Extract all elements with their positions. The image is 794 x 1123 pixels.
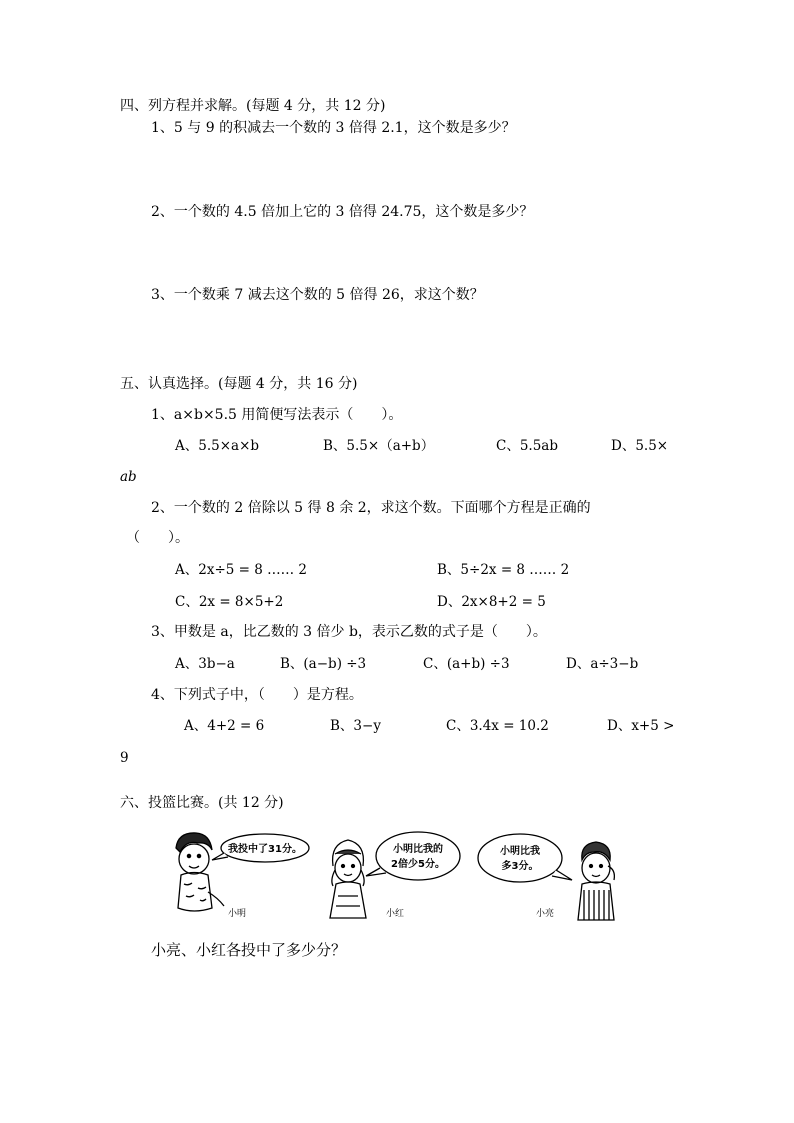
section4-question-1: 1、5 与 9 的积减去一个数的 3 倍得 2.1，这个数是多少？ xyxy=(151,120,516,136)
section5-q1-option-b: B、5.5×（a+b） xyxy=(323,438,435,454)
name-xiaoming: 小明 xyxy=(228,909,247,919)
section5-q1-option-d: D、5.5× xyxy=(611,438,669,454)
speech-bubble-xiaoliang xyxy=(478,834,572,882)
bubble-xiaohong-line2: 2倍少5分。 xyxy=(391,859,445,870)
section5-title: 五、认真选择。(每题 4 分，共 16 分) xyxy=(120,376,358,392)
section5-q3-option-a: A、3b−a xyxy=(175,656,235,672)
section5-q4-option-b: B、3−y xyxy=(330,718,381,734)
section5-q4-option-c: C、3.4x = 10.2 xyxy=(446,718,549,734)
section5-q4-option-d: D、x+5 > xyxy=(607,718,675,734)
section5-q1-option-a: A、5.5×a×b xyxy=(175,438,260,454)
section4-title: 四、列方程并求解。(每题 4 分，共 12 分) xyxy=(120,98,386,114)
xiaoming-figure xyxy=(176,833,224,911)
section5-q1-stem: 1、a×b×5.5 用简便写法表示（ ）。 xyxy=(151,407,403,423)
section5-q3-option-c: C、(a+b) ÷3 xyxy=(423,656,510,672)
bubble-xiaoming-text: 我投中了31分。 xyxy=(228,844,302,855)
section5-q3-stem: 3、甲数是 a，比乙数的 3 倍少 b，表示乙数的式子是（ ）。 xyxy=(151,624,547,640)
bubble-xiaoliang-line1: 小明比我 xyxy=(500,846,540,857)
basketball-dialogue-illustration xyxy=(168,826,638,926)
name-xiaohong: 小红 xyxy=(386,909,405,919)
bubble-xiaoliang-line2: 多3分。 xyxy=(501,861,539,872)
speech-bubble-xiaoming xyxy=(212,834,309,862)
section5-q1-option-c: C、5.5ab xyxy=(496,438,558,454)
section4-question-2: 2、一个数的 4.5 倍加上它的 3 倍得 24.75，这个数是多少？ xyxy=(151,204,534,220)
section4-question-3: 3、一个数乘 7 减去这个数的 5 倍得 26，求这个数？ xyxy=(151,287,484,303)
name-xiaoliang: 小亮 xyxy=(536,909,555,919)
section6-question: 小亮、小红各投中了多少分？ xyxy=(151,941,347,959)
section5-q4-option-a: A、4+2 = 6 xyxy=(184,718,265,734)
section5-q1-option-d-wrap: ab xyxy=(120,469,137,485)
xiaohong-figure xyxy=(330,840,366,918)
section5-q4-option-d-wrap: 9 xyxy=(120,750,129,766)
section5-q3-option-b: B、(a−b) ÷3 xyxy=(280,656,367,672)
section5-q4-stem: 4、下列式子中，（ ）是方程。 xyxy=(151,687,363,703)
section5-q3-option-d: D、a÷3−b xyxy=(566,656,639,672)
section5-q2-option-a: A、2x÷5 = 8 …… 2 xyxy=(175,562,308,578)
section6-title: 六、投篮比赛。(共 12 分) xyxy=(120,795,284,811)
speech-bubble-xiaohong xyxy=(366,832,460,880)
section5-q2-stem: 2、一个数的 2 倍除以 5 得 8 余 2，求这个数。下面哪个方程是正确的 xyxy=(151,500,591,516)
section5-q2-option-c: C、2x = 8×5+2 xyxy=(175,594,284,610)
section5-q2-option-d: D、2x×8+2 = 5 xyxy=(437,594,546,610)
xiaoliang-figure xyxy=(578,842,614,920)
section5-q2-option-b: B、5÷2x = 8 …… 2 xyxy=(437,562,570,578)
bubble-xiaohong-line1: 小明比我的 xyxy=(393,844,443,855)
section5-q2-stem-wrap: （ ）。 xyxy=(126,530,189,546)
